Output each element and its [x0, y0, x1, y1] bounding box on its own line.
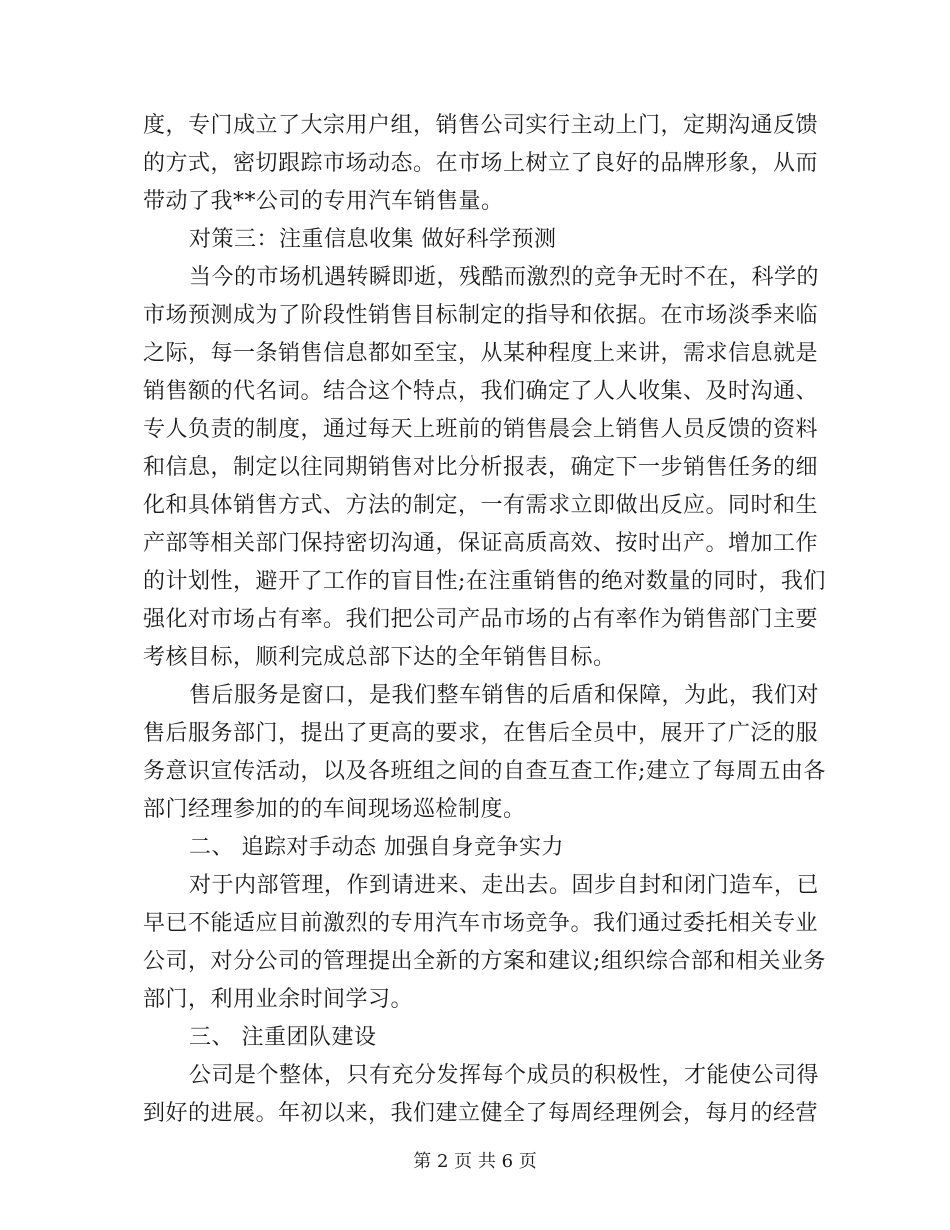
text-line: 的计划性，避开了工作的盲目性;在注重销售的绝对数量的同时，我们 — [143, 569, 826, 594]
text-line: 考核目标，顺利完成总部下达的全年销售目标。 — [143, 645, 616, 670]
text-line: 产部等相关部门保持密切沟通，保证高质高效、按时出产。增加工作 — [143, 531, 819, 556]
text-line: 的方式，密切跟踪市场动态。在市场上树立了良好的品牌形象，从而 — [143, 151, 819, 176]
section-heading: 二、 追踪对手动态 加强自身竞争实力 — [189, 835, 564, 860]
text-line: 化和具体销售方式、方法的制定，一有需求立即做出反应。同时和生 — [143, 493, 819, 518]
text-line: 部门，利用业余时间学习。 — [143, 987, 414, 1012]
text-line: 到好的进展。年初以来，我们建立健全了每周经理例会，每月的经营 — [143, 1101, 819, 1126]
text-line: 当今的市场机遇转瞬即逝，残酷而激烈的竞争无时不在，科学的 — [189, 265, 820, 290]
text-line: 销售额的代名词。结合这个特点，我们确定了人人收集、及时沟通、 — [143, 379, 819, 404]
page-number-footer: 第 2 页 共 6 页 — [413, 1151, 537, 1172]
text-line: 售后服务部门，提出了更高的要求，在售后全员中，展开了广泛的服 — [143, 721, 819, 746]
text-line: 务意识宣传活动，以及各班组之间的自查互查工作;建立了每周五由各 — [143, 759, 826, 784]
text-line: 和信息，制定以往同期销售对比分析报表，确定下一步销售任务的细 — [143, 455, 819, 480]
text-line: 强化对市场占有率。我们把公司产品市场的占有率作为销售部门主要 — [143, 607, 819, 632]
text-line: 对于内部管理，作到请进来、走出去。固步自封和闭门造车，已 — [189, 873, 820, 898]
text-line: 度，专门成立了大宗用户组，销售公司实行主动上门，定期沟通反馈 — [143, 113, 819, 138]
text-line: 售后服务是窗口，是我们整车销售的后盾和保障，为此，我们对 — [189, 683, 820, 708]
text-line: 专人负责的制度，通过每天上班前的销售晨会上销售人员反馈的资料 — [143, 417, 819, 442]
section-heading: 三、 注重团队建设 — [189, 1025, 377, 1050]
text-line: 公司是个整体，只有充分发挥每个成员的积极性，才能使公司得 — [189, 1063, 820, 1088]
text-line: 早已不能适应目前激烈的专用汽车市场竞争。我们通过委托相关专业 — [143, 911, 819, 936]
section-heading: 对策三：注重信息收集 做好科学预测 — [189, 227, 557, 252]
text-line: 市场预测成为了阶段性销售目标制定的指导和依据。在市场淡季来临 — [143, 303, 819, 328]
text-line: 部门经理参加的的车间现场巡检制度。 — [143, 797, 526, 822]
text-line: 带动了我**公司的专用汽车销售量。 — [143, 189, 504, 214]
text-line: 之际，每一条销售信息都如至宝，从某种程度上来讲，需求信息就是 — [143, 341, 819, 366]
text-line: 公司，对分公司的管理提出全新的方案和建议;组织综合部和相关业务 — [143, 949, 826, 974]
